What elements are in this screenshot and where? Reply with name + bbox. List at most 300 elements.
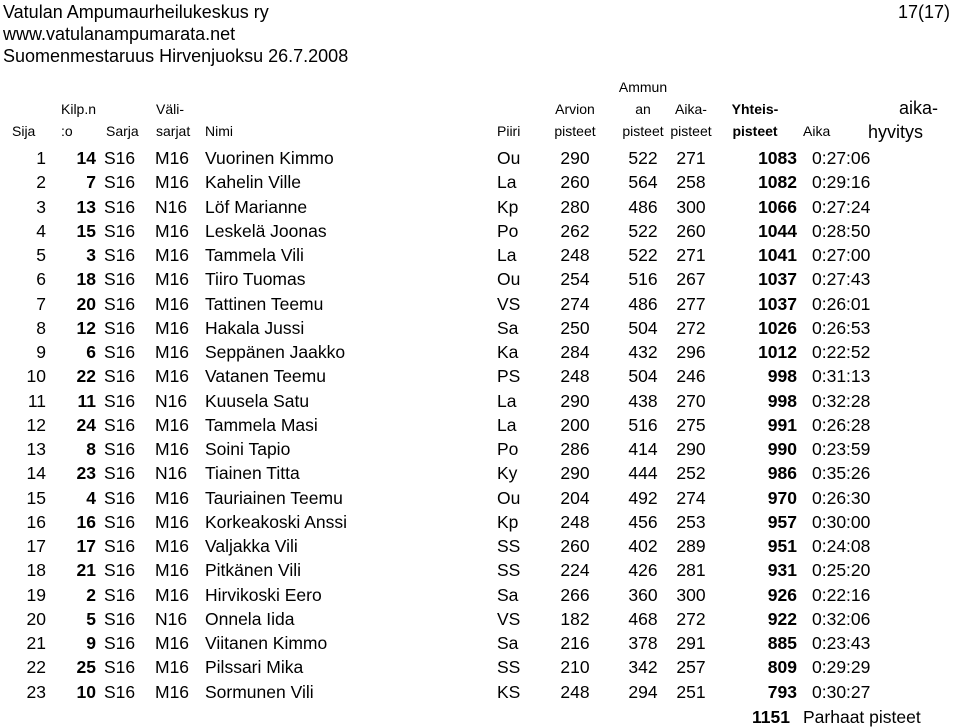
cell-nimi: Vuorinen Kimmo xyxy=(205,148,334,168)
table-row xyxy=(0,510,960,534)
cell-ammunta: 564 xyxy=(628,172,658,193)
cell-sija: 5 xyxy=(36,245,46,265)
cell-valisarja: N16 xyxy=(155,390,188,411)
cell-yhteispisteet: 998 xyxy=(767,390,797,411)
cell-valisarja: M16 xyxy=(155,414,190,435)
cell-aikapisteet: 270 xyxy=(676,390,706,411)
cell-kilpno: 10 xyxy=(76,681,96,702)
cell-yhteispisteet: 885 xyxy=(767,633,797,653)
cell-piiri: Sa xyxy=(497,317,519,338)
cell-aikapisteet: 257 xyxy=(676,657,706,678)
cell-nimi: Leskelä Joonas xyxy=(205,220,327,241)
cell-sarja: S16 xyxy=(104,608,136,629)
cell-valisarja: M16 xyxy=(155,172,190,193)
col-piiri: Piiri xyxy=(497,123,521,139)
cell-kilpno: 9 xyxy=(86,633,96,653)
cell-kilpno: 23 xyxy=(76,463,96,484)
col-aika: Aika xyxy=(803,123,831,139)
cell-sarja: S16 xyxy=(104,511,136,532)
cell-ammunta: 378 xyxy=(628,633,658,653)
cell-piiri: Sa xyxy=(497,633,519,653)
cell-ammunta: 486 xyxy=(628,293,658,314)
cell-piiri: Sa xyxy=(497,584,519,605)
cell-sarja: S16 xyxy=(104,172,136,193)
cell-aikapisteet: 300 xyxy=(676,584,706,605)
col-aikahyvitys-line2: hyvitys xyxy=(868,122,924,142)
table-row xyxy=(0,655,960,679)
cell-aikapisteet: 274 xyxy=(676,487,706,508)
table-row xyxy=(0,631,960,655)
cell-sija: 12 xyxy=(26,414,46,435)
cell-arvio: 284 xyxy=(560,342,590,362)
cell-arvio: 200 xyxy=(560,414,590,435)
cell-yhteispisteet: 1026 xyxy=(758,317,797,338)
cell-ammunta: 456 xyxy=(628,511,658,532)
col-nimi: Nimi xyxy=(205,123,233,139)
cell-sarja: S16 xyxy=(104,196,136,217)
cell-ammunta: 504 xyxy=(628,317,658,338)
cell-ammunta: 492 xyxy=(628,487,658,508)
table-row xyxy=(0,558,960,582)
col-ammun-line2: an xyxy=(635,101,651,117)
table-row xyxy=(0,583,960,607)
cell-yhteispisteet: 998 xyxy=(767,366,797,387)
cell-yhteispisteet: 922 xyxy=(767,608,797,629)
cell-sarja: S16 xyxy=(104,245,136,265)
cell-yhteispisteet: 1083 xyxy=(758,148,797,168)
cell-valisarja: M16 xyxy=(155,487,190,508)
table-row xyxy=(0,146,960,170)
cell-piiri: SS xyxy=(497,657,521,678)
cell-arvio: 210 xyxy=(560,657,590,678)
cell-sarja: S16 xyxy=(104,560,136,581)
cell-valisarja: M16 xyxy=(155,148,190,168)
cell-aikapisteet: 300 xyxy=(676,196,706,217)
cell-nimi: Tiiro Tuomas xyxy=(205,269,306,290)
cell-aika: 0:29:29 xyxy=(812,657,871,678)
cell-arvio: 290 xyxy=(560,390,590,411)
cell-aikapisteet: 267 xyxy=(676,269,706,290)
cell-piiri: Kp xyxy=(497,196,519,217)
cell-sija: 17 xyxy=(26,536,46,556)
cell-nimi: Tattinen Teemu xyxy=(205,293,324,314)
cell-aikapisteet: 271 xyxy=(676,245,706,265)
cell-nimi: Korkeakoski Anssi xyxy=(205,511,348,532)
cell-nimi: Tammela Masi xyxy=(205,414,318,435)
cell-aika: 0:32:28 xyxy=(812,390,871,411)
cell-yhteispisteet: 990 xyxy=(767,439,797,459)
cell-kilpno: 24 xyxy=(76,414,96,435)
cell-valisarja: N16 xyxy=(155,196,188,217)
col-aikapisteet-line2: pisteet xyxy=(670,123,712,139)
cell-yhteispisteet: 1066 xyxy=(758,196,797,217)
cell-sija: 19 xyxy=(26,584,46,605)
cell-aika: 0:35:26 xyxy=(812,463,871,484)
cell-arvio: 286 xyxy=(560,439,590,459)
cell-kilpno: 22 xyxy=(76,366,96,387)
cell-ammunta: 522 xyxy=(628,245,658,265)
cell-piiri: Ou xyxy=(497,148,521,168)
cell-valisarja: M16 xyxy=(155,536,190,556)
cell-sarja: S16 xyxy=(104,317,136,338)
cell-aikapisteet: 260 xyxy=(676,220,706,241)
cell-arvio: 280 xyxy=(560,196,590,217)
cell-nimi: Hakala Jussi xyxy=(205,317,305,338)
cell-valisarja: M16 xyxy=(155,633,190,653)
cell-aika: 0:23:43 xyxy=(812,633,871,653)
cell-kilpno: 16 xyxy=(76,511,96,532)
cell-sarja: S16 xyxy=(104,633,136,653)
cell-valisarja: M16 xyxy=(155,657,190,678)
cell-aikapisteet: 272 xyxy=(676,317,706,338)
cell-piiri: SS xyxy=(497,560,521,581)
cell-nimi: Seppänen Jaakko xyxy=(205,342,346,362)
cell-sija: 14 xyxy=(26,463,46,484)
col-kilpno-line2: :o xyxy=(61,123,73,139)
cell-nimi: Kuusela Satu xyxy=(205,390,310,411)
cell-ammunta: 468 xyxy=(628,608,658,629)
cell-aikapisteet: 296 xyxy=(676,342,706,362)
cell-sija: 3 xyxy=(36,196,46,217)
cell-aikapisteet: 258 xyxy=(676,172,706,193)
cell-sija: 16 xyxy=(26,511,46,532)
cell-arvio: 248 xyxy=(560,245,590,265)
cell-valisarja: M16 xyxy=(155,511,190,532)
cell-aikapisteet: 275 xyxy=(676,414,706,435)
cell-aikapisteet: 289 xyxy=(676,536,706,556)
cell-arvio: 248 xyxy=(560,681,590,702)
cell-aikapisteet: 290 xyxy=(676,439,706,459)
cell-nimi: Vatanen Teemu xyxy=(205,366,326,387)
cell-valisarja: M16 xyxy=(155,584,190,605)
table-row xyxy=(0,340,960,364)
cell-ammunta: 360 xyxy=(628,584,658,605)
cell-piiri: PS xyxy=(497,366,521,387)
cell-valisarja: M16 xyxy=(155,269,190,290)
cell-nimi: Soini Tapio xyxy=(205,439,291,459)
cell-aika: 0:26:28 xyxy=(812,414,871,435)
cell-valisarja: M16 xyxy=(155,245,190,265)
table-row xyxy=(0,413,960,437)
cell-sarja: S16 xyxy=(104,293,136,314)
cell-aikapisteet: 272 xyxy=(676,608,706,629)
col-arvion-line2: pisteet xyxy=(554,123,596,139)
cell-piiri: VS xyxy=(497,608,521,629)
cell-sija: 13 xyxy=(26,439,46,459)
cell-kilpno: 3 xyxy=(86,245,96,265)
col-sarja: Sarja xyxy=(106,123,139,139)
cell-yhteispisteet: 957 xyxy=(767,511,797,532)
cell-nimi: Tammela Vili xyxy=(205,245,304,265)
cell-yhteispisteet: 809 xyxy=(767,657,797,678)
col-valisarjat-line2: sarjat xyxy=(156,123,191,139)
cell-piiri: La xyxy=(497,390,517,411)
col-yhteispisteet-line2: pisteet xyxy=(732,123,778,139)
cell-kilpno: 2 xyxy=(86,584,96,605)
cell-arvio: 224 xyxy=(560,560,590,581)
cell-ammunta: 438 xyxy=(628,390,658,411)
cell-nimi: Kahelin Ville xyxy=(205,172,301,193)
table-row xyxy=(0,219,960,243)
cell-arvio: 290 xyxy=(560,148,590,168)
cell-kilpno: 20 xyxy=(76,293,96,314)
cell-sarja: S16 xyxy=(104,342,136,362)
cell-valisarja: M16 xyxy=(155,681,190,702)
cell-nimi: Tiainen Titta xyxy=(205,463,300,484)
cell-yhteispisteet: 1037 xyxy=(758,269,797,290)
cell-ammunta: 522 xyxy=(628,148,658,168)
cell-yhteispisteet: 1044 xyxy=(758,220,797,241)
cell-ammunta: 522 xyxy=(628,220,658,241)
cell-sarja: S16 xyxy=(104,584,136,605)
col-arvion-line1: Arvion xyxy=(555,101,595,117)
cell-ammunta: 432 xyxy=(628,342,658,362)
cell-kilpno: 21 xyxy=(76,560,96,581)
cell-aika: 0:26:53 xyxy=(812,317,871,338)
cell-aika: 0:25:20 xyxy=(812,560,871,581)
cell-sarja: S16 xyxy=(104,366,136,387)
cell-sija: 22 xyxy=(26,657,46,678)
cell-kilpno: 7 xyxy=(86,172,96,193)
table-row xyxy=(0,680,960,704)
cell-kilpno: 11 xyxy=(77,390,96,411)
cell-aika: 0:27:24 xyxy=(812,196,871,217)
cell-sarja: S16 xyxy=(104,414,136,435)
cell-aika: 0:26:01 xyxy=(812,293,871,314)
cell-arvio: 248 xyxy=(560,366,590,387)
cell-yhteispisteet: 1037 xyxy=(758,293,797,314)
cell-aika: 0:27:06 xyxy=(812,148,871,168)
cell-piiri: KS xyxy=(497,681,521,702)
table-row xyxy=(0,364,960,388)
cell-nimi: Onnela Iida xyxy=(205,608,295,629)
cell-ammunta: 294 xyxy=(628,681,658,702)
cell-arvio: 250 xyxy=(560,317,590,338)
cell-ammunta: 444 xyxy=(628,463,658,484)
page-number: 17(17) xyxy=(897,2,950,22)
cell-piiri: SS xyxy=(497,536,521,556)
cell-aikapisteet: 271 xyxy=(676,148,706,168)
cell-sarja: S16 xyxy=(104,463,136,484)
cell-yhteispisteet: 793 xyxy=(767,681,797,702)
cell-sija: 21 xyxy=(26,633,46,653)
cell-arvio: 260 xyxy=(560,172,590,193)
cell-ammunta: 402 xyxy=(628,536,658,556)
cell-nimi: Hirvikoski Eero xyxy=(205,584,322,605)
cell-sija: 8 xyxy=(36,317,46,338)
table-row xyxy=(0,389,960,413)
cell-ammunta: 504 xyxy=(628,366,658,387)
cell-piiri: Po xyxy=(497,439,519,459)
cell-arvio: 262 xyxy=(560,220,590,241)
cell-aika: 0:28:50 xyxy=(812,220,871,241)
cell-piiri: La xyxy=(497,245,517,265)
cell-sija: 9 xyxy=(36,342,46,362)
cell-nimi: Viitanen Kimmo xyxy=(205,633,328,653)
cell-sarja: S16 xyxy=(104,681,136,702)
cell-valisarja: M16 xyxy=(155,220,190,241)
cell-aikapisteet: 277 xyxy=(676,293,706,314)
cell-kilpno: 14 xyxy=(76,148,96,168)
cell-nimi: Valjakka Vili xyxy=(205,536,298,556)
cell-ammunta: 516 xyxy=(628,269,658,290)
cell-aika: 0:26:30 xyxy=(812,487,871,508)
cell-ammunta: 342 xyxy=(628,657,658,678)
col-aikapisteet-line1: Aika- xyxy=(675,101,707,117)
cell-ammunta: 486 xyxy=(628,196,658,217)
cell-sarja: S16 xyxy=(104,657,136,678)
cell-piiri: La xyxy=(497,172,517,193)
cell-yhteispisteet: 1012 xyxy=(758,342,797,362)
table-row xyxy=(0,170,960,194)
cell-valisarja: M16 xyxy=(155,342,190,362)
cell-piiri: Kp xyxy=(497,511,519,532)
cell-kilpno: 15 xyxy=(76,220,96,241)
cell-nimi: Sormunen Vili xyxy=(205,681,314,702)
cell-piiri: Ou xyxy=(497,269,521,290)
cell-aika: 0:32:06 xyxy=(812,608,871,629)
cell-valisarja: M16 xyxy=(155,317,190,338)
table-row xyxy=(0,607,960,631)
cell-kilpno: 17 xyxy=(76,536,96,556)
cell-sija: 4 xyxy=(36,220,46,241)
col-ammun-line1: Ammun xyxy=(618,79,668,95)
cell-piiri: La xyxy=(497,414,517,435)
cell-arvio: 260 xyxy=(560,536,590,556)
cell-aika: 0:27:43 xyxy=(812,269,871,290)
best-score: 1151 xyxy=(752,707,790,727)
cell-aikapisteet: 253 xyxy=(676,511,706,532)
cell-yhteispisteet: 991 xyxy=(767,414,797,435)
cell-sarja: S16 xyxy=(104,439,136,459)
cell-arvio: 204 xyxy=(560,487,590,508)
cell-aika: 0:22:16 xyxy=(812,584,871,605)
club-website: www.vatulanampumarata.net xyxy=(3,24,236,44)
cell-ammunta: 516 xyxy=(628,414,658,435)
cell-arvio: 248 xyxy=(560,511,590,532)
cell-aika: 0:27:00 xyxy=(812,245,871,265)
cell-piiri: Ky xyxy=(497,463,518,484)
cell-arvio: 290 xyxy=(560,463,590,484)
cell-sija: 2 xyxy=(36,172,46,193)
cell-yhteispisteet: 986 xyxy=(767,463,797,484)
cell-arvio: 216 xyxy=(560,633,590,653)
cell-yhteispisteet: 931 xyxy=(767,560,797,581)
cell-sija: 18 xyxy=(26,560,46,581)
cell-valisarja: M16 xyxy=(155,366,190,387)
col-yhteispisteet-line1: Yhteis- xyxy=(731,101,779,117)
cell-arvio: 266 xyxy=(560,584,590,605)
cell-sija: 10 xyxy=(26,366,46,387)
table-row xyxy=(0,243,960,267)
cell-kilpno: 8 xyxy=(86,439,96,459)
table-row xyxy=(0,437,960,461)
table-row xyxy=(0,316,960,340)
col-sija: Sija xyxy=(12,123,36,139)
cell-kilpno: 6 xyxy=(86,342,96,362)
best-score-label: Parhaat pisteet xyxy=(803,707,921,727)
cell-kilpno: 13 xyxy=(76,196,96,217)
cell-ammunta: 414 xyxy=(628,439,658,459)
cell-nimi: Pilssari Mika xyxy=(205,657,304,678)
cell-yhteispisteet: 970 xyxy=(767,487,797,508)
cell-arvio: 254 xyxy=(560,269,590,290)
cell-sija: 23 xyxy=(26,681,46,702)
cell-sarja: S16 xyxy=(104,487,136,508)
cell-sarja: S16 xyxy=(104,220,136,241)
col-kilpno-line1: Kilp.n xyxy=(61,101,97,117)
cell-kilpno: 4 xyxy=(86,487,96,508)
cell-valisarja: M16 xyxy=(155,439,190,459)
cell-kilpno: 25 xyxy=(76,657,96,678)
table-row xyxy=(0,486,960,510)
club-name: Vatulan Ampumaurheilukeskus ry xyxy=(3,2,269,22)
event-title: Suomenmestaruus Hirvenjuoksu 26.7.2008 xyxy=(3,46,349,66)
cell-sarja: S16 xyxy=(104,148,136,168)
cell-valisarja: M16 xyxy=(155,560,190,581)
cell-nimi: Tauriainen Teemu xyxy=(205,487,343,508)
cell-aikapisteet: 281 xyxy=(676,560,706,581)
cell-sija: 1 xyxy=(36,148,46,168)
cell-aika: 0:29:16 xyxy=(812,172,871,193)
cell-aikapisteet: 252 xyxy=(676,463,706,484)
cell-aika: 0:22:52 xyxy=(812,342,871,362)
cell-kilpno: 5 xyxy=(86,608,96,629)
cell-aikapisteet: 251 xyxy=(676,681,706,702)
cell-kilpno: 12 xyxy=(76,317,96,338)
cell-piiri: VS xyxy=(497,293,521,314)
cell-sija: 11 xyxy=(27,390,46,411)
cell-arvio: 182 xyxy=(560,608,590,629)
cell-kilpno: 18 xyxy=(76,269,96,290)
cell-sarja: S16 xyxy=(104,536,136,556)
cell-piiri: Po xyxy=(497,220,519,241)
cell-valisarja: M16 xyxy=(155,293,190,314)
cell-sija: 7 xyxy=(36,293,46,314)
table-row xyxy=(0,534,960,558)
cell-sarja: S16 xyxy=(104,269,136,290)
cell-sija: 6 xyxy=(36,269,46,290)
cell-yhteispisteet: 951 xyxy=(767,536,797,556)
cell-yhteispisteet: 1041 xyxy=(758,245,797,265)
cell-valisarja: N16 xyxy=(155,608,188,629)
cell-ammunta: 426 xyxy=(628,560,658,581)
table-row xyxy=(0,195,960,219)
cell-valisarja: N16 xyxy=(155,463,188,484)
cell-arvio: 274 xyxy=(560,293,590,314)
cell-sija: 15 xyxy=(26,487,46,508)
cell-aika: 0:30:00 xyxy=(812,511,871,532)
cell-aikapisteet: 246 xyxy=(676,366,706,387)
table-row xyxy=(0,292,960,316)
cell-sija: 20 xyxy=(26,608,46,629)
cell-aika: 0:24:08 xyxy=(812,536,871,556)
cell-yhteispisteet: 1082 xyxy=(758,172,797,193)
cell-piiri: Ou xyxy=(497,487,521,508)
cell-sarja: S16 xyxy=(104,390,136,411)
cell-nimi: Löf Marianne xyxy=(205,196,308,217)
col-aikahyvitys-line1: aika- xyxy=(899,98,939,118)
table-row xyxy=(0,267,960,291)
cell-yhteispisteet: 926 xyxy=(767,584,797,605)
cell-piiri: Ka xyxy=(497,342,519,362)
cell-aika: 0:23:59 xyxy=(812,439,871,459)
cell-aika: 0:30:27 xyxy=(812,681,871,702)
cell-aika: 0:31:13 xyxy=(812,366,871,387)
col-ammun-line3: pisteet xyxy=(622,123,664,139)
col-valisarjat-line1: Väli- xyxy=(156,101,185,117)
cell-nimi: Pitkänen Vili xyxy=(205,560,301,581)
